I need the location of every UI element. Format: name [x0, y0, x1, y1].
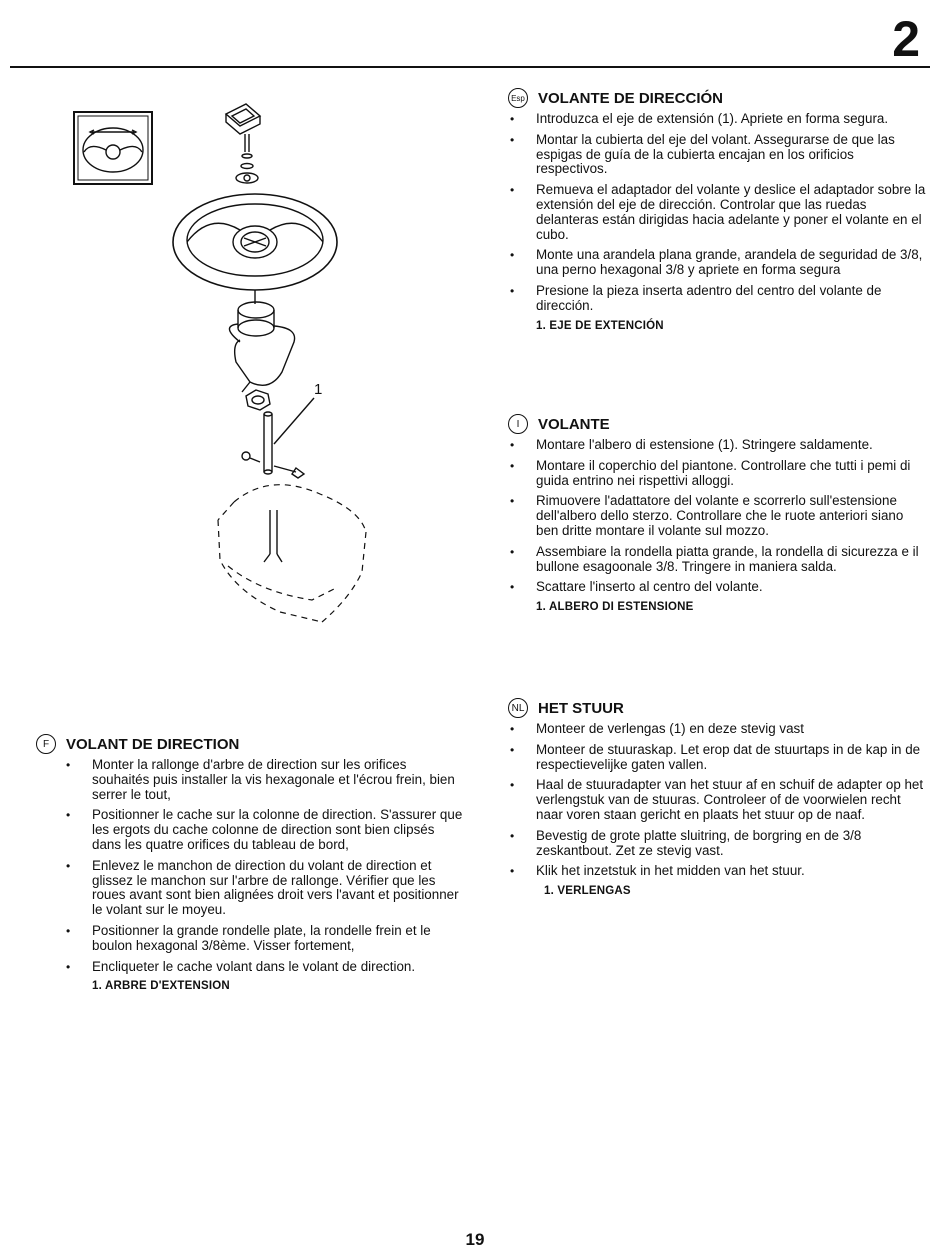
list-item: • Enlevez le manchon de direction du volant de direction et glissez le manchon sur l'arbre de rallonge. Vérifier que les roues avant sont bien alignées droit vers l'avant et positionner le volant sur le moyeu. [64, 859, 466, 918]
list-item: • Monte una arandela plana grande, arandela de seguridad de 3/8, una perno hexagonal 3/8 y apriete en forma segura [508, 248, 928, 278]
list-item: • Haal de stuuradapter van het stuur af en schuif de adapter op het verlengstuk van de stuuras. Controleer of de voorwielen recht naar voren staan gericht en plaats het stuur op de naaf. [508, 778, 928, 822]
language-badge-es: Esp [508, 88, 528, 108]
list-item: • Klik het inzetstuk in het midden van het stuur. [508, 864, 928, 879]
language-badge-nl: NL [508, 698, 528, 718]
list-item: • Monter la rallonge d'arbre de direction sur les orifices souhaités puis installer la vis hexagonale et l'écrou frein, bien serrer le tout, [64, 758, 466, 802]
section-it [508, 414, 928, 613]
list-item: • Positionner la grande rondelle plate, la rondelle frein et le boulon hexagonal 3/8ème. Visser fortement, [64, 924, 466, 954]
list-item: • Positionner le cache sur la colonne de direction. S'assurer que les ergots du cache colonne de direction sont bien clipsés dans les quatre orifices du tableau de bord, [64, 808, 466, 852]
list-item: • Montare l'albero di estensione (1). Stringere saldamente. [508, 438, 928, 453]
section-title-nl: HET STUUR [538, 699, 624, 717]
list-item: • Rimuovere l'adattatore del volante e scorrerlo sull'estensione dell'albero dello sterzo. Controllare che le ruote anteriori siano ben dritte montare il volante sul mozzo. [508, 494, 928, 538]
section-fr [36, 734, 466, 992]
list-item: • Scattare l'inserto al centro del volante. [508, 580, 928, 595]
steps-list-es [508, 112, 928, 314]
list-item: • Encliqueter le cache volant dans le volant de direction. [64, 960, 466, 975]
section-title-it: VOLANTE [538, 415, 610, 433]
legend-it: 1. ALBERO DI ESTENSIONE [536, 601, 694, 614]
language-badge-fr: F [36, 734, 56, 754]
section-es [508, 88, 928, 332]
list-item: • Montare il coperchio del piantone. Controllare che tutti i pemi di guida entrino nei rispettivi alloggi. [508, 459, 928, 489]
list-item: • Assembiare la rondella piatta grande, la rondella di sicurezza e il bullone esagoonale 3/8. Tringere in maniera salda. [508, 545, 928, 575]
legend-nl: 1. VERLENGAS [544, 885, 631, 898]
steps-list-it [508, 438, 928, 595]
section-heading-nl [508, 698, 928, 718]
section-heading-es [508, 88, 928, 108]
list-item: • Presione la pieza inserta adentro del centro del volante de dirección. [508, 284, 928, 314]
list-item: • Remueva el adaptador del volante y deslice el adaptador sobre la extensión del eje de dirección. Controlar que las ruedas delanteras están dirigidas hacia adelante y poner el volante en el cubo. [508, 183, 928, 242]
section-title-fr: VOLANT DE DIRECTION [66, 735, 240, 753]
section-heading-it [508, 414, 928, 434]
list-item: • Montar la cubierta del eje del volant. Assegurarse de que las espigas de guía de la cubierta encajan en los orificios respectivos. [508, 133, 928, 177]
section-nl [508, 698, 928, 897]
section-title-es: VOLANTE DE DIRECCIÓN [538, 89, 724, 107]
steps-list-fr [36, 758, 466, 974]
top-rule [10, 66, 930, 68]
language-badge-it: I [508, 414, 528, 434]
callout-label: 1 [314, 381, 323, 398]
page-number: 19 [465, 1230, 485, 1249]
steering-wheel-icon [74, 112, 152, 184]
steps-list-nl [508, 722, 928, 879]
legend-es: 1. EJE DE EXTENCIÓN [536, 319, 664, 332]
list-item: • Monteer de stuuraskap. Let erop dat de stuurtaps in de kap in de respectievelijke gaten vallen. [508, 743, 928, 773]
list-item: • Monteer de verlengas (1) en deze stevig vast [508, 722, 928, 737]
section-number: 2 [892, 11, 920, 67]
legend-fr: 1. ARBRE D'EXTENSION [92, 980, 230, 993]
section-heading-fr [36, 734, 466, 754]
steering-wheel-illustration [60, 92, 400, 642]
list-item: • Introduzca el eje de extensión (1). Apriete en forma segura. [508, 112, 928, 127]
list-item: • Bevestig de grote platte sluitring, de borgring en de 3/8 zeskantbout. Zet ze stevig vast. [508, 829, 928, 859]
